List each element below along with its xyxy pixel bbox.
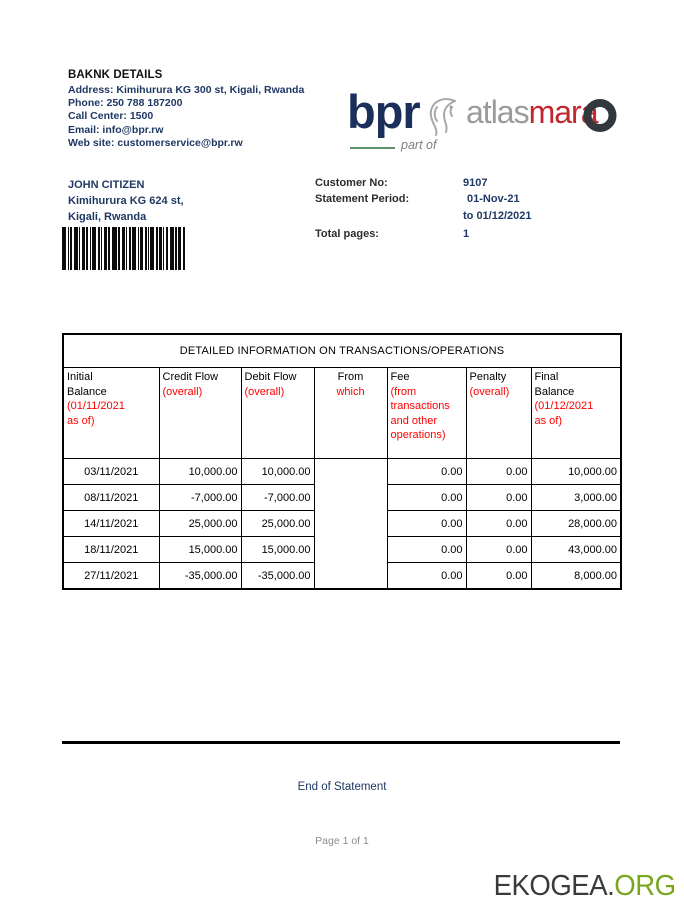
cell-penalty: 0.00 — [466, 485, 531, 511]
customer-name: JOHN CITIZEN — [68, 179, 145, 191]
transactions-table — [62, 333, 622, 590]
bank-detail-line: Phone: 250 788 187200 — [68, 97, 183, 110]
column-header: Penalty (overall) — [466, 368, 531, 459]
column-header: Initial Balance (01/11/2021 as of) — [63, 368, 159, 459]
bpr-underline — [350, 147, 395, 149]
bank-detail-line: Web site: customerservice@bpr.rw — [68, 136, 243, 149]
cell-date: 18/11/2021 — [63, 537, 159, 563]
bank-details-block — [68, 69, 304, 150]
cell-debit-flow: 15,000.00 — [241, 537, 314, 563]
cell-penalty: 0.00 — [466, 511, 531, 537]
barcode — [62, 227, 208, 270]
statement-period-label: Statement Period: — [315, 193, 410, 205]
cell-penalty: 0.00 — [466, 537, 531, 563]
cell-date: 03/11/2021 — [63, 459, 159, 485]
cell-final-balance: 43,000.00 — [531, 537, 621, 563]
cell-credit-flow: 15,000.00 — [159, 537, 241, 563]
cell-fee: 0.00 — [387, 563, 466, 590]
customer-no-value: 9107 — [463, 177, 488, 189]
cell-final-balance: 3,000.00 — [531, 485, 621, 511]
lion-icon — [425, 95, 467, 144]
cell-date: 14/11/2021 — [63, 511, 159, 537]
customer-address-line2: Kigali, Rwanda — [68, 211, 147, 223]
page-number-text: Page 1 of 1 — [315, 835, 369, 847]
mara-text: mara — [528, 94, 598, 130]
bpr-logo-text: bpr — [347, 85, 420, 138]
footer-rule — [62, 741, 620, 744]
cell-debit-flow: 10,000.00 — [241, 459, 314, 485]
cell-fee: 0.00 — [387, 459, 466, 485]
customer-address-line1: Kimihurura KG 624 st, — [68, 195, 184, 207]
statement-period-to: to 01/12/2021 — [463, 210, 532, 222]
cell-date: 08/11/2021 — [63, 485, 159, 511]
bank-detail-line: Address: Kimihurura KG 300 st, Kigali, Rwanda — [68, 84, 305, 96]
cell-debit-flow: 25,000.00 — [241, 511, 314, 537]
cell-fee: 0.00 — [387, 537, 466, 563]
atlas-text: atlas — [466, 94, 529, 130]
bank-detail-line: Call Center: 1500 — [68, 110, 154, 123]
table-title: DETAILED INFORMATION ON TRANSACTIONS/OPERATIONS — [63, 334, 621, 368]
cell-debit-flow: -35,000.00 — [241, 563, 314, 590]
ekogea-watermark — [494, 870, 676, 903]
bank-details-heading: BAKNK DETAILS — [68, 69, 163, 81]
ekogea-dark-text: EKOGEA. — [493, 870, 615, 902]
cell-debit-flow: -7,000.00 — [241, 485, 314, 511]
table-row — [63, 459, 621, 485]
cell-final-balance: 10,000.00 — [531, 459, 621, 485]
cell-penalty: 0.00 — [466, 459, 531, 485]
cell-final-balance: 8,000.00 — [531, 563, 621, 590]
cell-fee: 0.00 — [387, 511, 466, 537]
column-header: Credit Flow (overall) — [159, 368, 241, 459]
column-header: Fee (from transactions and other operations) — [387, 368, 466, 459]
cell-credit-flow: 10,000.00 — [159, 459, 241, 485]
customer-address-block — [68, 177, 184, 225]
cell-fee: 0.00 — [387, 485, 466, 511]
cell-penalty: 0.00 — [466, 563, 531, 590]
customer-no-label: Customer No: — [315, 177, 388, 189]
part-of-label: part of — [401, 138, 437, 152]
column-header: From which — [314, 368, 387, 459]
cell-credit-flow: -7,000.00 — [159, 485, 241, 511]
atlasmara-ring-icon — [583, 98, 617, 138]
bank-detail-line: Email: info@bpr.rw — [68, 123, 164, 136]
atlasmara-logo-text — [466, 96, 598, 128]
table-header-row — [63, 368, 621, 459]
column-header: Final Balance (01/12/2021 as of) — [531, 368, 621, 459]
cell-credit-flow: 25,000.00 — [159, 511, 241, 537]
total-pages-value: 1 — [463, 228, 470, 240]
total-pages-label: Total pages: — [315, 228, 379, 240]
cell-final-balance: 28,000.00 — [531, 511, 621, 537]
cell-from-which — [314, 459, 387, 590]
end-of-statement-text: End of Statement — [297, 781, 387, 793]
ekogea-green-text: ORG — [614, 870, 676, 902]
cell-credit-flow: -35,000.00 — [159, 563, 241, 590]
column-header: Debit Flow (overall) — [241, 368, 314, 459]
cell-date: 27/11/2021 — [63, 563, 159, 590]
statement-period-from: 01-Nov-21 — [467, 193, 520, 205]
